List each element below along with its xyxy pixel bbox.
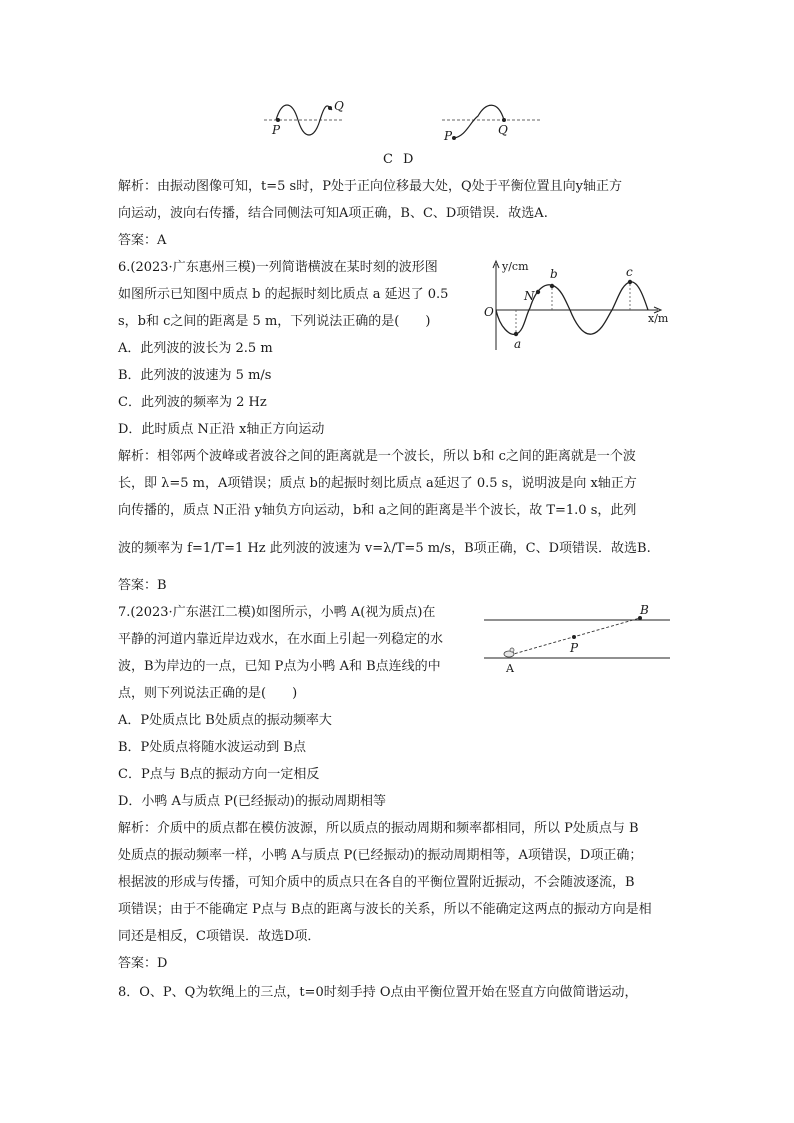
wave-curve (496, 282, 648, 334)
label-p: P (444, 129, 453, 143)
x-axis-label: x/m (648, 312, 669, 325)
point-a (514, 332, 518, 336)
q7-option-d: D．小鸭 A与质点 P(已经振动)的振动周期相等 (118, 794, 386, 809)
q5-analysis-line-1: 解析：由振动图像可知，t=5 s时，P处于正向位移最大处，Q处于平衡位置且向y轴正方 (118, 179, 622, 194)
q6-analysis-line-2: 长，即 λ=5 m，A项错误；质点 b的起振时刻比质点 a延迟了 0.5 s，说明波是向 x轴正方 (118, 476, 637, 491)
option-label-c: C (383, 152, 393, 167)
q7-option-a: A．P处质点比 B处质点的振动频率大 (118, 713, 332, 728)
q7-stem-line-1: 7.(2023·广东湛江二模)如图所示，小鸭 A(视为质点)在 (118, 605, 436, 620)
q6-option-b: B．此列波的波速为 5 m/s (118, 368, 272, 383)
q5-analysis-line-2: 向运动，波向右传播，结合同侧法可知A项正确，B、C、D项错误．故选A. (118, 206, 548, 221)
origin-label: O (484, 305, 494, 319)
q6-wave-graph (482, 258, 682, 354)
point-b (550, 284, 554, 288)
q7-stem-line-4: 点，则下列说法正确的是( ) (118, 686, 298, 701)
label-q: Q (334, 99, 344, 113)
point-p (452, 136, 456, 140)
q6-analysis-line-4: 波的频率为 f=1/T=1 Hz 此列波的波速为 v=λ/T=5 m/s，B项正确，C、D项错误．故选B. (118, 541, 651, 556)
q7-analysis-line-2: 处质点的振动频率一样，小鸭 A与质点 P(已经振动)的振动周期相等，A项错误，D项正确； (118, 848, 643, 863)
q6-option-a: A．此列波的波长为 2.5 m (118, 341, 273, 356)
q6-analysis-line-3: 向传播的，质点 N正沿 y轴负方向运动，b和 a之间的距离是半个波长，故 T=1.0 s，此列 (118, 503, 637, 518)
point-c (628, 280, 632, 284)
option-label-d: D (403, 152, 414, 167)
point-p (276, 118, 280, 122)
point-p (572, 635, 576, 639)
q5-answer: 答案：A (118, 233, 167, 248)
label-n: N (524, 289, 535, 303)
wave-figure-d (440, 96, 550, 144)
q6-stem-line-3: s，b和 c之间的距离是 5 m，下列说法正确的是( ) (118, 314, 431, 329)
q7-analysis-line-5: 同还是相反，C项错误．故选D项． (118, 929, 321, 944)
q8-stem-line-1: 8．O、P、Q为软绳上的三点，t=0时刻手持 O点由平衡位置开始在竖直方向做简谐运动， (118, 985, 638, 1000)
q7-option-b: B．P处质点将随水波运动到 B点 (118, 740, 306, 755)
q6-stem-line-1: 6.(2023·广东惠州三模)一列简谐横波在某时刻的波形图 (118, 260, 438, 275)
q7-analysis-line-4: 项错误；由于不能确定 P点与 B点的距离与波长的关系，所以不能确定这两点的振动方向是相 (118, 902, 652, 917)
wave-figure-c (262, 96, 352, 144)
label-a: A (506, 662, 514, 675)
label-a: a (514, 337, 522, 351)
label-q: Q (498, 123, 508, 137)
q6-analysis-line-1: 解析：相邻两个波峰或者波谷之间的距离就是一个波长，所以 b和 c之间的距离就是一个波 (118, 449, 636, 464)
label-p: P (570, 641, 579, 655)
q6-stem-line-2: 如图所示已知图中质点 b 的起振时刻比质点 a 延迟了 0.5 (118, 287, 449, 302)
q7-analysis-line-1: 解析：介质中的质点都在模仿波源，所以质点的振动周期和频率都相同，所以 P处质点与 B (118, 821, 639, 836)
wave-curve (454, 105, 504, 138)
q7-stem-line-3: 波，B为岸边的一点，已知 P点为小鸭 A和 B点连线的中 (118, 659, 441, 674)
label-b: b (550, 267, 558, 281)
q6-option-c: C．此列波的频率为 2 Hz (118, 395, 267, 410)
q7-option-c: C．P点与 B点的振动方向一定相反 (118, 767, 320, 782)
point-q (502, 118, 506, 122)
q7-answer: 答案：D (118, 956, 168, 971)
label-p: P (272, 123, 281, 137)
q7-river-figure (484, 600, 674, 680)
q6-option-d: D．此时质点 N正沿 x轴正方向运动 (118, 422, 325, 437)
duck-head-icon (510, 648, 514, 652)
point-q (328, 106, 332, 110)
label-b: B (640, 603, 649, 617)
point-n (536, 290, 540, 294)
q7-stem-line-2: 平静的河道内靠近岸边戏水，在水面上引起一列稳定的水 (118, 632, 444, 647)
label-c: c (626, 265, 633, 279)
q6-answer: 答案：B (118, 578, 167, 593)
q7-analysis-line-3: 根据波的形成与传播，可知介质中的质点只在各自的平衡位置附近振动，不会随波逐流，B (118, 875, 635, 890)
y-axis-label: y/cm (502, 260, 529, 273)
